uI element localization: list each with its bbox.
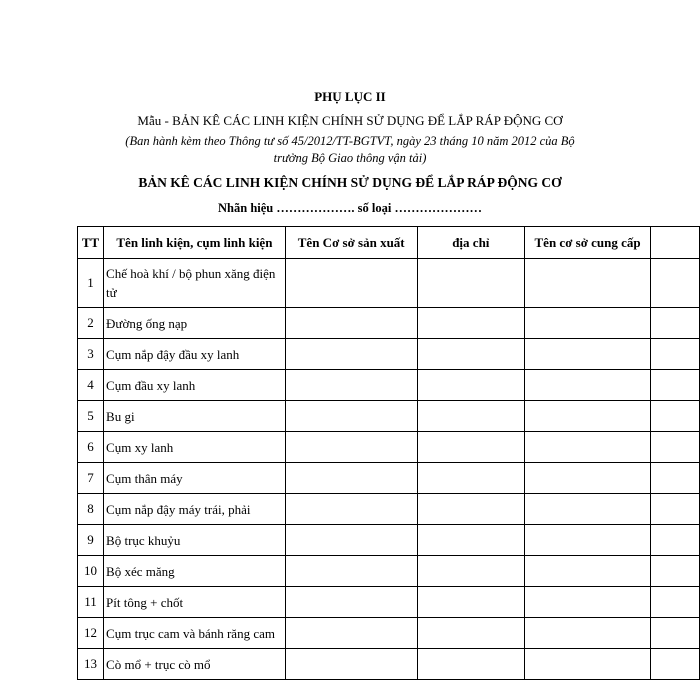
header-tt: TT <box>78 227 104 259</box>
manufacturer-cell[interactable] <box>285 556 417 587</box>
form-prefix: Mẫu - <box>137 113 169 128</box>
component-name-cell: Cụm nắp đậy máy trái, phải <box>104 494 286 525</box>
extra-cell[interactable] <box>651 432 700 463</box>
supplier-cell[interactable] <box>525 525 651 556</box>
issuance-note-line-2: trưởng Bộ Giao thông vận tải) <box>273 151 427 165</box>
address-cell[interactable] <box>417 494 524 525</box>
table-row <box>78 308 700 339</box>
table-row <box>78 587 700 618</box>
row-number: 8 <box>78 494 104 525</box>
extra-cell[interactable] <box>651 587 700 618</box>
row-number: 6 <box>78 432 104 463</box>
table-row <box>78 401 700 432</box>
extra-cell[interactable] <box>651 494 700 525</box>
issuance-note <box>0 133 700 167</box>
table-row <box>78 259 700 308</box>
supplier-cell[interactable] <box>525 587 651 618</box>
address-cell[interactable] <box>417 525 524 556</box>
component-name-cell: Cụm thân máy <box>104 463 286 494</box>
component-name-cell: Cò mổ + trục cò mổ <box>104 649 286 680</box>
address-cell[interactable] <box>417 308 524 339</box>
row-number: 12 <box>78 618 104 649</box>
component-name-cell: Pít tông + chốt <box>104 587 286 618</box>
supplier-cell[interactable] <box>525 618 651 649</box>
supplier-cell[interactable] <box>525 649 651 680</box>
address-cell[interactable] <box>417 556 524 587</box>
table-row <box>78 494 700 525</box>
row-number: 7 <box>78 463 104 494</box>
manufacturer-cell[interactable] <box>285 525 417 556</box>
extra-cell[interactable] <box>651 259 700 308</box>
supplier-cell[interactable] <box>525 401 651 432</box>
component-name-cell: Bu gi <box>104 401 286 432</box>
extra-cell[interactable] <box>651 463 700 494</box>
component-name-cell: Cụm trục cam và bánh răng cam <box>104 618 286 649</box>
supplier-cell[interactable] <box>525 370 651 401</box>
components-table <box>77 226 700 680</box>
table-header-row <box>78 227 700 259</box>
table-row <box>78 618 700 649</box>
extra-cell[interactable] <box>651 339 700 370</box>
supplier-cell[interactable] <box>525 308 651 339</box>
extra-cell[interactable] <box>651 401 700 432</box>
table-row <box>78 370 700 401</box>
address-cell[interactable] <box>417 259 524 308</box>
extra-cell[interactable] <box>651 649 700 680</box>
brand-model-line: Nhãn hiệu ………………. số loại ………………… <box>218 201 482 215</box>
table-row <box>78 463 700 494</box>
table-row <box>78 525 700 556</box>
row-number: 1 <box>78 259 104 308</box>
table-row <box>78 432 700 463</box>
address-cell[interactable] <box>417 339 524 370</box>
component-name-cell: Chế hoà khí / bộ phun xăng điện tử <box>104 259 286 308</box>
manufacturer-cell[interactable] <box>285 463 417 494</box>
component-name-cell: Bộ trục khuỷu <box>104 525 286 556</box>
table-row <box>78 556 700 587</box>
address-cell[interactable] <box>417 432 524 463</box>
header-manufacturer: Tên Cơ sở sản xuất <box>285 227 417 259</box>
header-component-name: Tên linh kiện, cụm linh kiện <box>104 227 286 259</box>
supplier-cell[interactable] <box>525 339 651 370</box>
row-number: 5 <box>78 401 104 432</box>
manufacturer-cell[interactable] <box>285 259 417 308</box>
main-title: BẢN KÊ CÁC LINH KIỆN CHÍNH SỬ DỤNG ĐỂ LẮP RÁP ĐỘNG CƠ <box>138 175 562 190</box>
component-name-cell: Bộ xéc măng <box>104 556 286 587</box>
component-name-cell: Cụm xy lanh <box>104 432 286 463</box>
extra-cell[interactable] <box>651 618 700 649</box>
extra-cell[interactable] <box>651 308 700 339</box>
issuance-note-line-1: (Ban hành kèm theo Thông tư số 45/2012/TT-BGTVT, ngày 23 tháng 10 năm 2012 của Bộ <box>125 134 575 148</box>
address-cell[interactable] <box>417 618 524 649</box>
appendix-label: PHỤ LỤC II <box>314 89 386 104</box>
row-number: 4 <box>78 370 104 401</box>
component-name-cell: Cụm nắp đậy đầu xy lanh <box>104 339 286 370</box>
supplier-cell[interactable] <box>525 494 651 525</box>
component-name-cell: Cụm đầu xy lanh <box>104 370 286 401</box>
header-supplier: Tên cơ sở cung cấp <box>525 227 651 259</box>
supplier-cell[interactable] <box>525 463 651 494</box>
supplier-cell[interactable] <box>525 432 651 463</box>
row-number: 9 <box>78 525 104 556</box>
manufacturer-cell[interactable] <box>285 587 417 618</box>
manufacturer-cell[interactable] <box>285 494 417 525</box>
address-cell[interactable] <box>417 401 524 432</box>
manufacturer-cell[interactable] <box>285 432 417 463</box>
address-cell[interactable] <box>417 463 524 494</box>
row-number: 13 <box>78 649 104 680</box>
table-row <box>78 649 700 680</box>
header-address: địa chỉ <box>417 227 524 259</box>
extra-cell[interactable] <box>651 525 700 556</box>
address-cell[interactable] <box>417 370 524 401</box>
table-row <box>78 339 700 370</box>
row-number: 2 <box>78 308 104 339</box>
manufacturer-cell[interactable] <box>285 370 417 401</box>
component-name-cell: Đường ống nạp <box>104 308 286 339</box>
form-title-text: BẢN KÊ CÁC LINH KIỆN CHÍNH SỬ DỤNG ĐỂ LẮP RÁP ĐỘNG CƠ <box>172 113 563 128</box>
manufacturer-cell[interactable] <box>285 401 417 432</box>
supplier-cell[interactable] <box>525 556 651 587</box>
supplier-cell[interactable] <box>525 259 651 308</box>
manufacturer-cell[interactable] <box>285 339 417 370</box>
form-title <box>0 113 700 129</box>
row-number: 3 <box>78 339 104 370</box>
extra-cell[interactable] <box>651 370 700 401</box>
header-extra <box>651 227 700 259</box>
row-number: 11 <box>78 587 104 618</box>
manufacturer-cell[interactable] <box>285 618 417 649</box>
manufacturer-cell[interactable] <box>285 649 417 680</box>
extra-cell[interactable] <box>651 556 700 587</box>
row-number: 10 <box>78 556 104 587</box>
address-cell[interactable] <box>417 649 524 680</box>
address-cell[interactable] <box>417 587 524 618</box>
table-body <box>78 259 700 680</box>
manufacturer-cell[interactable] <box>285 308 417 339</box>
